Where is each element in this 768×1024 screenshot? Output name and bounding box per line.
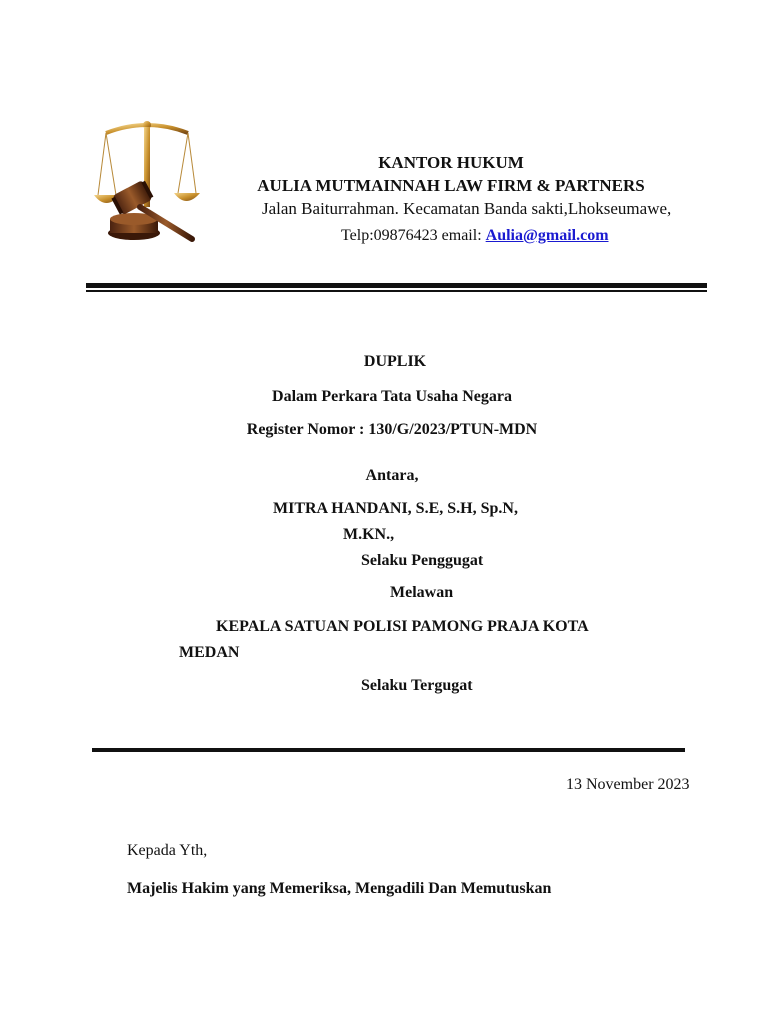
plaintiff-role: Selaku Penggugat — [361, 552, 484, 569]
header-rule-thick — [86, 283, 707, 288]
register-number: Register Nomor : 130/G/2023/PTUN-MDN — [246, 421, 538, 438]
separator-rule — [92, 748, 685, 752]
firm-contact — [341, 227, 609, 245]
plaintiff-name-line2: M.KN., — [343, 526, 395, 543]
document-type: DUPLIK — [363, 353, 427, 370]
firm-address: Jalan Baiturrahman. Kecamatan Banda sakti,Lhokseumawe, — [262, 199, 672, 218]
plaintiff-name-line1: MITRA HANDANI, S.E, S.H, Sp.N, — [273, 500, 518, 517]
defendant-name-line1: KEPALA SATUAN POLISI PAMONG PRAJA KOTA — [216, 618, 589, 635]
letter-date: 13 November 2023 — [566, 776, 690, 793]
versus-label: Melawan — [390, 584, 454, 601]
email-link[interactable]: Aulia@gmail.com — [485, 227, 609, 244]
case-type: Dalam Perkara Tata Usaha Negara — [272, 388, 512, 405]
defendant-name-line2: MEDAN — [179, 644, 240, 661]
between-label: Antara, — [365, 467, 419, 484]
scales-of-justice-gavel-icon — [92, 115, 202, 245]
office-label: KANTOR HUKUM — [378, 153, 524, 172]
firm-name: AULIA MUTMAINNAH LAW FIRM & PARTNERS — [257, 176, 645, 195]
salutation: Kepada Yth, — [127, 842, 208, 859]
contact-prefix: Telp:09876423 email: — [341, 227, 486, 244]
defendant-role: Selaku Tergugat — [361, 677, 473, 694]
addressee: Majelis Hakim yang Memeriksa, Mengadili Dan Memutuskan — [127, 880, 552, 897]
header-rule-thin — [86, 290, 707, 292]
